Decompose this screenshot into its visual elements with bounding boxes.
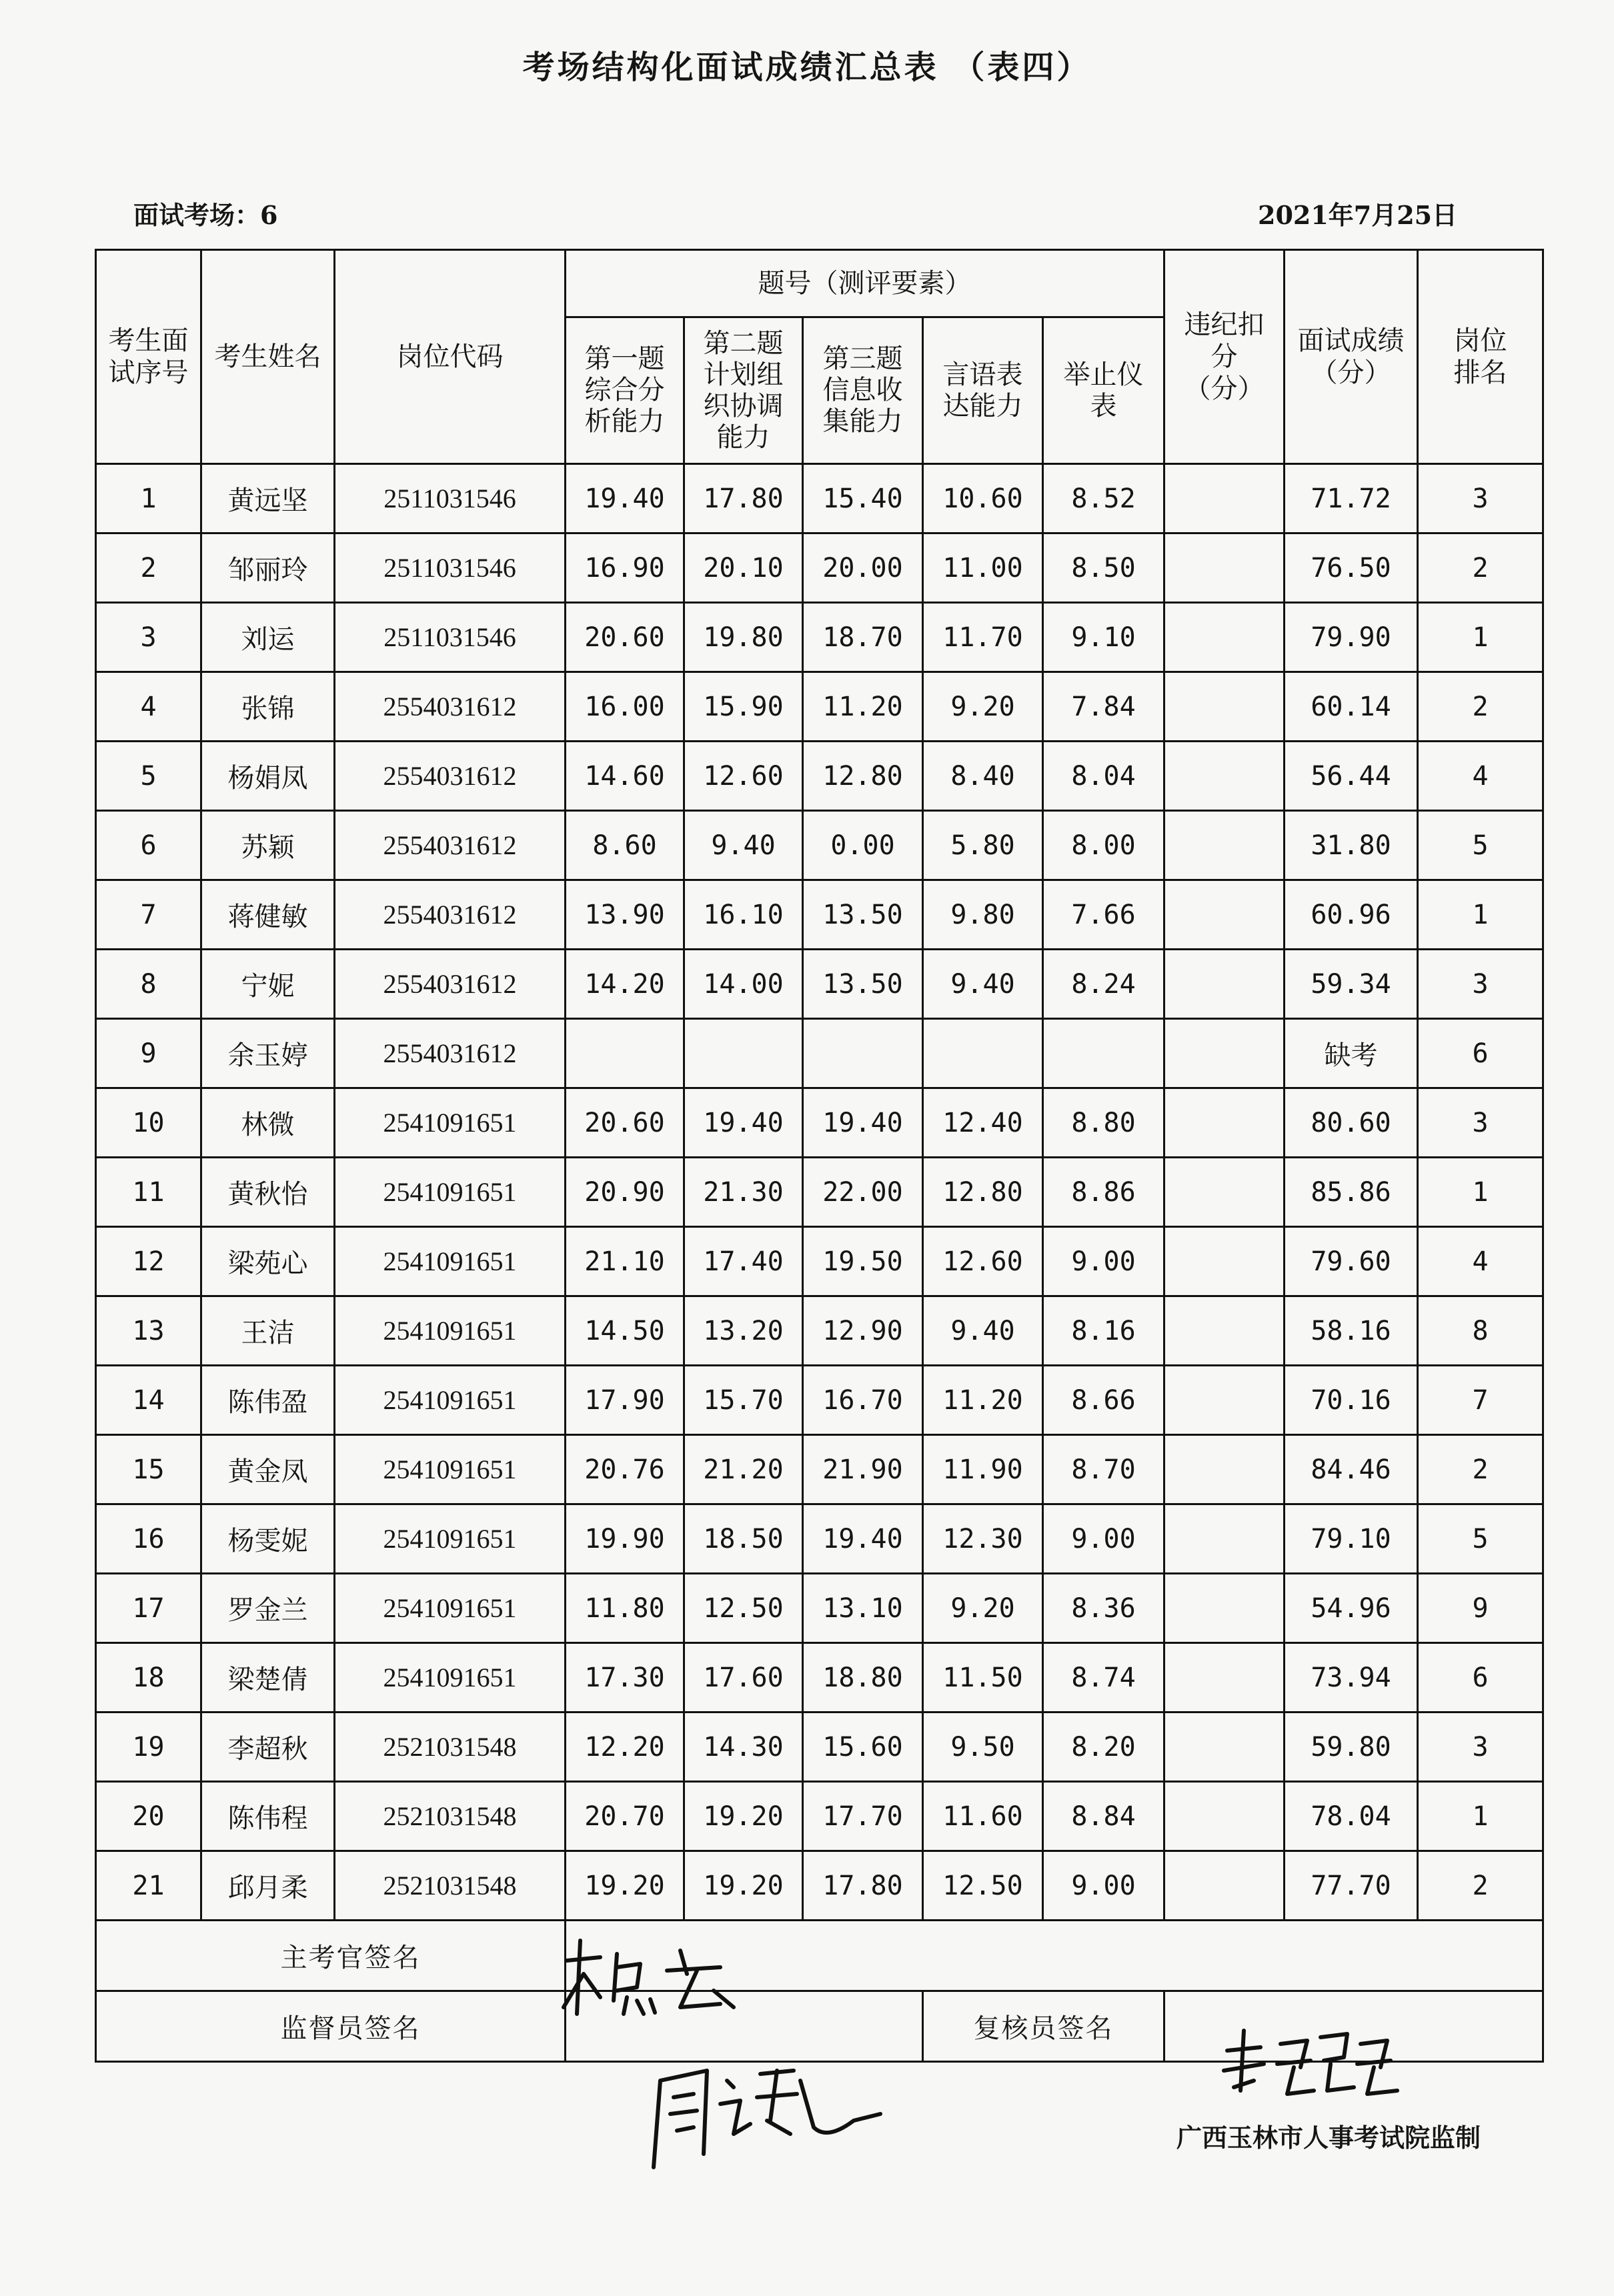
- row-q3-score: 15.40: [803, 464, 923, 533]
- row-speech-score: 11.70: [923, 603, 1043, 672]
- header-name: 考生姓名: [201, 250, 335, 464]
- row-q1-score: 20.60: [566, 603, 684, 672]
- row-q3-score: 16.70: [803, 1366, 923, 1435]
- table-row: [96, 811, 1543, 880]
- row-name: 梁苑心: [201, 1227, 335, 1296]
- row-manner-score: 8.24: [1043, 950, 1164, 1019]
- row-q3-score: 20.00: [803, 533, 923, 603]
- row-q2-score: 19.40: [684, 1088, 803, 1158]
- row-rank: 3: [1418, 1088, 1543, 1158]
- row-q2-score: 9.40: [684, 811, 803, 880]
- row-deduction: [1164, 742, 1285, 811]
- row-q1-score: 21.10: [566, 1227, 684, 1296]
- row-code: 2554031612: [335, 742, 566, 811]
- row-q1-score: 14.50: [566, 1296, 684, 1366]
- row-deduction: [1164, 950, 1285, 1019]
- row-deduction: [1164, 603, 1285, 672]
- row-q3-score: 0.00: [803, 811, 923, 880]
- row-deduction: [1164, 1019, 1285, 1088]
- row-q1-score: [566, 1019, 684, 1088]
- row-q3-score: 11.20: [803, 672, 923, 742]
- row-q3-score: 13.10: [803, 1574, 923, 1643]
- row-seq: 10: [96, 1088, 201, 1158]
- row-total-score: 77.70: [1285, 1851, 1418, 1921]
- table-row: [96, 1296, 1543, 1366]
- row-q1-score: 20.90: [566, 1158, 684, 1227]
- row-name: 张锦: [201, 672, 335, 742]
- row-code: 2521031548: [335, 1851, 566, 1921]
- row-speech-score: 9.20: [923, 1574, 1043, 1643]
- row-code: 2511031546: [335, 603, 566, 672]
- row-manner-score: 8.66: [1043, 1366, 1164, 1435]
- row-q3-score: 13.50: [803, 950, 923, 1019]
- row-rank: 1: [1418, 1158, 1543, 1227]
- row-q3-score: 19.50: [803, 1227, 923, 1296]
- row-speech-score: 11.90: [923, 1435, 1043, 1504]
- row-q3-score: 13.50: [803, 880, 923, 950]
- row-name: 陈伟程: [201, 1782, 335, 1851]
- table-row: [96, 672, 1543, 742]
- header-q2: 第二题计划组织协调能力: [684, 317, 803, 464]
- row-seq: 9: [96, 1019, 201, 1088]
- header-code: 岗位代码: [335, 250, 566, 464]
- row-seq: 16: [96, 1504, 201, 1574]
- table-row: [96, 950, 1543, 1019]
- row-deduction: [1164, 1158, 1285, 1227]
- row-q2-score: 15.70: [684, 1366, 803, 1435]
- row-total-score: 59.34: [1285, 950, 1418, 1019]
- table-row: [96, 1504, 1543, 1574]
- table-row: [96, 1088, 1543, 1158]
- row-q1-score: 11.80: [566, 1574, 684, 1643]
- row-q1-score: 19.90: [566, 1504, 684, 1574]
- row-code: 2541091651: [335, 1366, 566, 1435]
- row-speech-score: 11.20: [923, 1366, 1043, 1435]
- header-deduction: 违纪扣分（分）: [1164, 250, 1285, 464]
- row-code: 2541091651: [335, 1088, 566, 1158]
- table-row: [96, 1782, 1543, 1851]
- row-speech-score: 10.60: [923, 464, 1043, 533]
- row-q2-score: 14.00: [684, 950, 803, 1019]
- row-total-score: 56.44: [1285, 742, 1418, 811]
- row-deduction: [1164, 1712, 1285, 1782]
- row-seq: 5: [96, 742, 201, 811]
- table-row: [96, 1019, 1543, 1088]
- row-rank: 3: [1418, 1712, 1543, 1782]
- row-code: 2521031548: [335, 1782, 566, 1851]
- row-code: 2541091651: [335, 1435, 566, 1504]
- row-q1-score: 17.90: [566, 1366, 684, 1435]
- row-rank: 6: [1418, 1643, 1543, 1712]
- row-name: 黄秋怡: [201, 1158, 335, 1227]
- row-total-score: 58.16: [1285, 1296, 1418, 1366]
- row-q3-score: 19.40: [803, 1088, 923, 1158]
- row-rank: 5: [1418, 1504, 1543, 1574]
- row-deduction: [1164, 1782, 1285, 1851]
- row-seq: 15: [96, 1435, 201, 1504]
- row-name: 罗金兰: [201, 1574, 335, 1643]
- row-total-score: 79.60: [1285, 1227, 1418, 1296]
- reviewer-signature-label: 复核员签名: [923, 1991, 1164, 2062]
- row-name: 邹丽玲: [201, 533, 335, 603]
- table-row: [96, 1435, 1543, 1504]
- row-code: 2554031612: [335, 880, 566, 950]
- header-manner: 举止仪表: [1043, 317, 1164, 464]
- table-row: [96, 1643, 1543, 1712]
- table-row: [96, 603, 1543, 672]
- row-total-score: 70.16: [1285, 1366, 1418, 1435]
- row-q2-score: 19.80: [684, 603, 803, 672]
- row-manner-score: 8.00: [1043, 811, 1164, 880]
- row-q2-score: 12.60: [684, 742, 803, 811]
- row-total-score: 60.96: [1285, 880, 1418, 950]
- row-q2-score: 17.80: [684, 464, 803, 533]
- row-name: 黄金凤: [201, 1435, 335, 1504]
- row-manner-score: 9.00: [1043, 1504, 1164, 1574]
- table-row: [96, 1366, 1543, 1435]
- row-seq: 2: [96, 533, 201, 603]
- row-rank: 2: [1418, 672, 1543, 742]
- row-rank: 6: [1418, 1019, 1543, 1088]
- row-manner-score: 9.00: [1043, 1851, 1164, 1921]
- row-name: 梁楚倩: [201, 1643, 335, 1712]
- row-q2-score: 15.90: [684, 672, 803, 742]
- exam-venue: 面试考场：6: [133, 200, 278, 230]
- row-q1-score: 16.90: [566, 533, 684, 603]
- row-q3-score: 15.60: [803, 1712, 923, 1782]
- table-row: [96, 1712, 1543, 1782]
- row-name: 李超秋: [201, 1712, 335, 1782]
- row-manner-score: 9.00: [1043, 1227, 1164, 1296]
- row-speech-score: 9.80: [923, 880, 1043, 950]
- row-q2-score: [684, 1019, 803, 1088]
- row-code: 2511031546: [335, 533, 566, 603]
- row-seq: 4: [96, 672, 201, 742]
- row-q2-score: 19.20: [684, 1782, 803, 1851]
- row-name: 黄远坚: [201, 464, 335, 533]
- row-q2-score: 16.10: [684, 880, 803, 950]
- row-q2-score: 21.20: [684, 1435, 803, 1504]
- row-q3-score: 21.90: [803, 1435, 923, 1504]
- row-code: 2541091651: [335, 1643, 566, 1712]
- header-question-group: 题号（测评要素）: [566, 250, 1164, 317]
- row-seq: 20: [96, 1782, 201, 1851]
- row-code: 2541091651: [335, 1504, 566, 1574]
- row-name: 王洁: [201, 1296, 335, 1366]
- row-deduction: [1164, 1435, 1285, 1504]
- row-rank: 8: [1418, 1296, 1543, 1366]
- row-name: 宁妮: [201, 950, 335, 1019]
- row-name: 杨娟凤: [201, 742, 335, 811]
- row-total-score: 79.90: [1285, 603, 1418, 672]
- row-total-score: 85.86: [1285, 1158, 1418, 1227]
- row-rank: 4: [1418, 742, 1543, 811]
- row-total-score: 31.80: [1285, 811, 1418, 880]
- row-rank: 7: [1418, 1366, 1543, 1435]
- row-q3-score: 17.80: [803, 1851, 923, 1921]
- row-manner-score: 8.04: [1043, 742, 1164, 811]
- row-deduction: [1164, 1851, 1285, 1921]
- row-speech-score: 5.80: [923, 811, 1043, 880]
- row-q1-score: 19.40: [566, 464, 684, 533]
- row-q1-score: 16.00: [566, 672, 684, 742]
- row-deduction: [1164, 1296, 1285, 1366]
- row-deduction: [1164, 1227, 1285, 1296]
- row-seq: 6: [96, 811, 201, 880]
- row-deduction: [1164, 1643, 1285, 1712]
- header-q3: 第三题信息收集能力: [803, 317, 923, 464]
- score-table: [95, 249, 1544, 2063]
- table-row: [96, 464, 1543, 533]
- row-name: 陈伟盈: [201, 1366, 335, 1435]
- row-q2-score: 12.50: [684, 1574, 803, 1643]
- row-manner-score: 8.70: [1043, 1435, 1164, 1504]
- row-speech-score: 9.50: [923, 1712, 1043, 1782]
- row-q1-score: 17.30: [566, 1643, 684, 1712]
- row-speech-score: 11.60: [923, 1782, 1043, 1851]
- row-speech-score: 11.00: [923, 533, 1043, 603]
- row-rank: 9: [1418, 1574, 1543, 1643]
- row-rank: 5: [1418, 811, 1543, 880]
- row-q2-score: 18.50: [684, 1504, 803, 1574]
- row-code: 2554031612: [335, 1019, 566, 1088]
- row-rank: 3: [1418, 464, 1543, 533]
- row-manner-score: [1043, 1019, 1164, 1088]
- row-code: 2541091651: [335, 1574, 566, 1643]
- row-deduction: [1164, 880, 1285, 950]
- row-code: 2541091651: [335, 1158, 566, 1227]
- row-total-score: 54.96: [1285, 1574, 1418, 1643]
- row-manner-score: 8.20: [1043, 1712, 1164, 1782]
- row-deduction: [1164, 672, 1285, 742]
- row-rank: 1: [1418, 880, 1543, 950]
- header-rank: 岗位排名: [1418, 250, 1543, 464]
- row-code: 2541091651: [335, 1227, 566, 1296]
- row-total-score: 78.04: [1285, 1782, 1418, 1851]
- supervisor-signature: [634, 2041, 887, 2174]
- row-rank: 2: [1418, 533, 1543, 603]
- row-manner-score: 7.66: [1043, 880, 1164, 950]
- row-code: 2511031546: [335, 464, 566, 533]
- row-name: 邱月柔: [201, 1851, 335, 1921]
- header-seq: 考生面试序号: [96, 250, 201, 464]
- row-q2-score: 13.20: [684, 1296, 803, 1366]
- row-name: 蒋健敏: [201, 880, 335, 950]
- row-speech-score: 9.40: [923, 950, 1043, 1019]
- row-seq: 12: [96, 1227, 201, 1296]
- reviewer-signature: [1214, 2017, 1414, 2104]
- row-seq: 8: [96, 950, 201, 1019]
- row-rank: 4: [1418, 1227, 1543, 1296]
- row-speech-score: 12.40: [923, 1088, 1043, 1158]
- row-total-score: 80.60: [1285, 1088, 1418, 1158]
- row-rank: 2: [1418, 1851, 1543, 1921]
- row-seq: 19: [96, 1712, 201, 1782]
- chief-examiner-signature: [554, 1934, 754, 2041]
- row-seq: 7: [96, 880, 201, 950]
- row-manner-score: 8.84: [1043, 1782, 1164, 1851]
- row-speech-score: 12.80: [923, 1158, 1043, 1227]
- row-manner-score: 7.84: [1043, 672, 1164, 742]
- row-total-score: 71.72: [1285, 464, 1418, 533]
- row-manner-score: 8.36: [1043, 1574, 1164, 1643]
- row-name: 刘运: [201, 603, 335, 672]
- row-deduction: [1164, 1504, 1285, 1574]
- header-score: 面试成绩（分）: [1285, 250, 1418, 464]
- row-total-score: 73.94: [1285, 1643, 1418, 1712]
- table-row: [96, 533, 1543, 603]
- row-q2-score: 17.40: [684, 1227, 803, 1296]
- row-deduction: [1164, 811, 1285, 880]
- row-total-score: 84.46: [1285, 1435, 1418, 1504]
- row-speech-score: [923, 1019, 1043, 1088]
- row-seq: 1: [96, 464, 201, 533]
- row-name: 苏颖: [201, 811, 335, 880]
- row-manner-score: 8.74: [1043, 1643, 1164, 1712]
- row-q3-score: 18.80: [803, 1643, 923, 1712]
- header-q1: 第一题综合分析能力: [566, 317, 684, 464]
- row-q3-score: 12.90: [803, 1296, 923, 1366]
- header-speech: 言语表达能力: [923, 317, 1043, 464]
- row-speech-score: 12.60: [923, 1227, 1043, 1296]
- row-q1-score: 20.70: [566, 1782, 684, 1851]
- row-speech-score: 9.40: [923, 1296, 1043, 1366]
- row-q1-score: 19.20: [566, 1851, 684, 1921]
- exam-date: 2021年7月25日: [1258, 200, 1458, 230]
- row-q2-score: 19.20: [684, 1851, 803, 1921]
- row-q2-score: 20.10: [684, 533, 803, 603]
- row-rank: 2: [1418, 1435, 1543, 1504]
- row-code: 2554031612: [335, 950, 566, 1019]
- table-row: [96, 742, 1543, 811]
- table-row: [96, 1158, 1543, 1227]
- row-rank: 3: [1418, 950, 1543, 1019]
- row-code: 2554031612: [335, 672, 566, 742]
- table-row: [96, 1851, 1543, 1921]
- row-deduction: [1164, 1574, 1285, 1643]
- row-code: 2521031548: [335, 1712, 566, 1782]
- row-name: 杨雯妮: [201, 1504, 335, 1574]
- row-q1-score: 13.90: [566, 880, 684, 950]
- table-row: [96, 1227, 1543, 1296]
- row-seq: 11: [96, 1158, 201, 1227]
- row-q1-score: 20.76: [566, 1435, 684, 1504]
- row-q3-score: 18.70: [803, 603, 923, 672]
- row-seq: 13: [96, 1296, 201, 1366]
- table-row: [96, 1574, 1543, 1643]
- row-total-score: 缺考: [1285, 1019, 1418, 1088]
- page-title: 考场结构化面试成绩汇总表 （表四）: [522, 49, 1092, 86]
- row-deduction: [1164, 533, 1285, 603]
- row-speech-score: 9.20: [923, 672, 1043, 742]
- row-deduction: [1164, 464, 1285, 533]
- row-code: 2541091651: [335, 1296, 566, 1366]
- row-q1-score: 8.60: [566, 811, 684, 880]
- row-q2-score: 17.60: [684, 1643, 803, 1712]
- row-seq: 14: [96, 1366, 201, 1435]
- row-speech-score: 12.30: [923, 1504, 1043, 1574]
- row-deduction: [1164, 1366, 1285, 1435]
- footer-issuer: 广西玉林市人事考试院监制: [1176, 2123, 1481, 2153]
- row-speech-score: 11.50: [923, 1643, 1043, 1712]
- chief-examiner-signature-label: 主考官签名: [96, 1921, 566, 1991]
- row-manner-score: 8.80: [1043, 1088, 1164, 1158]
- row-code: 2554031612: [335, 811, 566, 880]
- row-total-score: 79.10: [1285, 1504, 1418, 1574]
- row-q1-score: 20.60: [566, 1088, 684, 1158]
- row-speech-score: 8.40: [923, 742, 1043, 811]
- row-manner-score: 8.16: [1043, 1296, 1164, 1366]
- row-name: 余玉婷: [201, 1019, 335, 1088]
- row-q3-score: [803, 1019, 923, 1088]
- row-seq: 17: [96, 1574, 201, 1643]
- row-q1-score: 14.60: [566, 742, 684, 811]
- row-manner-score: 9.10: [1043, 603, 1164, 672]
- row-q1-score: 12.20: [566, 1712, 684, 1782]
- row-q2-score: 21.30: [684, 1158, 803, 1227]
- row-rank: 1: [1418, 1782, 1543, 1851]
- row-speech-score: 12.50: [923, 1851, 1043, 1921]
- row-q2-score: 14.30: [684, 1712, 803, 1782]
- row-rank: 1: [1418, 603, 1543, 672]
- row-total-score: 76.50: [1285, 533, 1418, 603]
- table-row: [96, 880, 1543, 950]
- row-seq: 3: [96, 603, 201, 672]
- row-manner-score: 8.50: [1043, 533, 1164, 603]
- row-total-score: 60.14: [1285, 672, 1418, 742]
- row-q3-score: 12.80: [803, 742, 923, 811]
- row-manner-score: 8.52: [1043, 464, 1164, 533]
- row-q3-score: 17.70: [803, 1782, 923, 1851]
- row-q3-score: 19.40: [803, 1504, 923, 1574]
- row-q3-score: 22.00: [803, 1158, 923, 1227]
- row-deduction: [1164, 1088, 1285, 1158]
- row-manner-score: 8.86: [1043, 1158, 1164, 1227]
- row-total-score: 59.80: [1285, 1712, 1418, 1782]
- row-seq: 18: [96, 1643, 201, 1712]
- row-q1-score: 14.20: [566, 950, 684, 1019]
- row-seq: 21: [96, 1851, 201, 1921]
- supervisor-signature-label: 监督员签名: [96, 1991, 566, 2062]
- row-name: 林微: [201, 1088, 335, 1158]
